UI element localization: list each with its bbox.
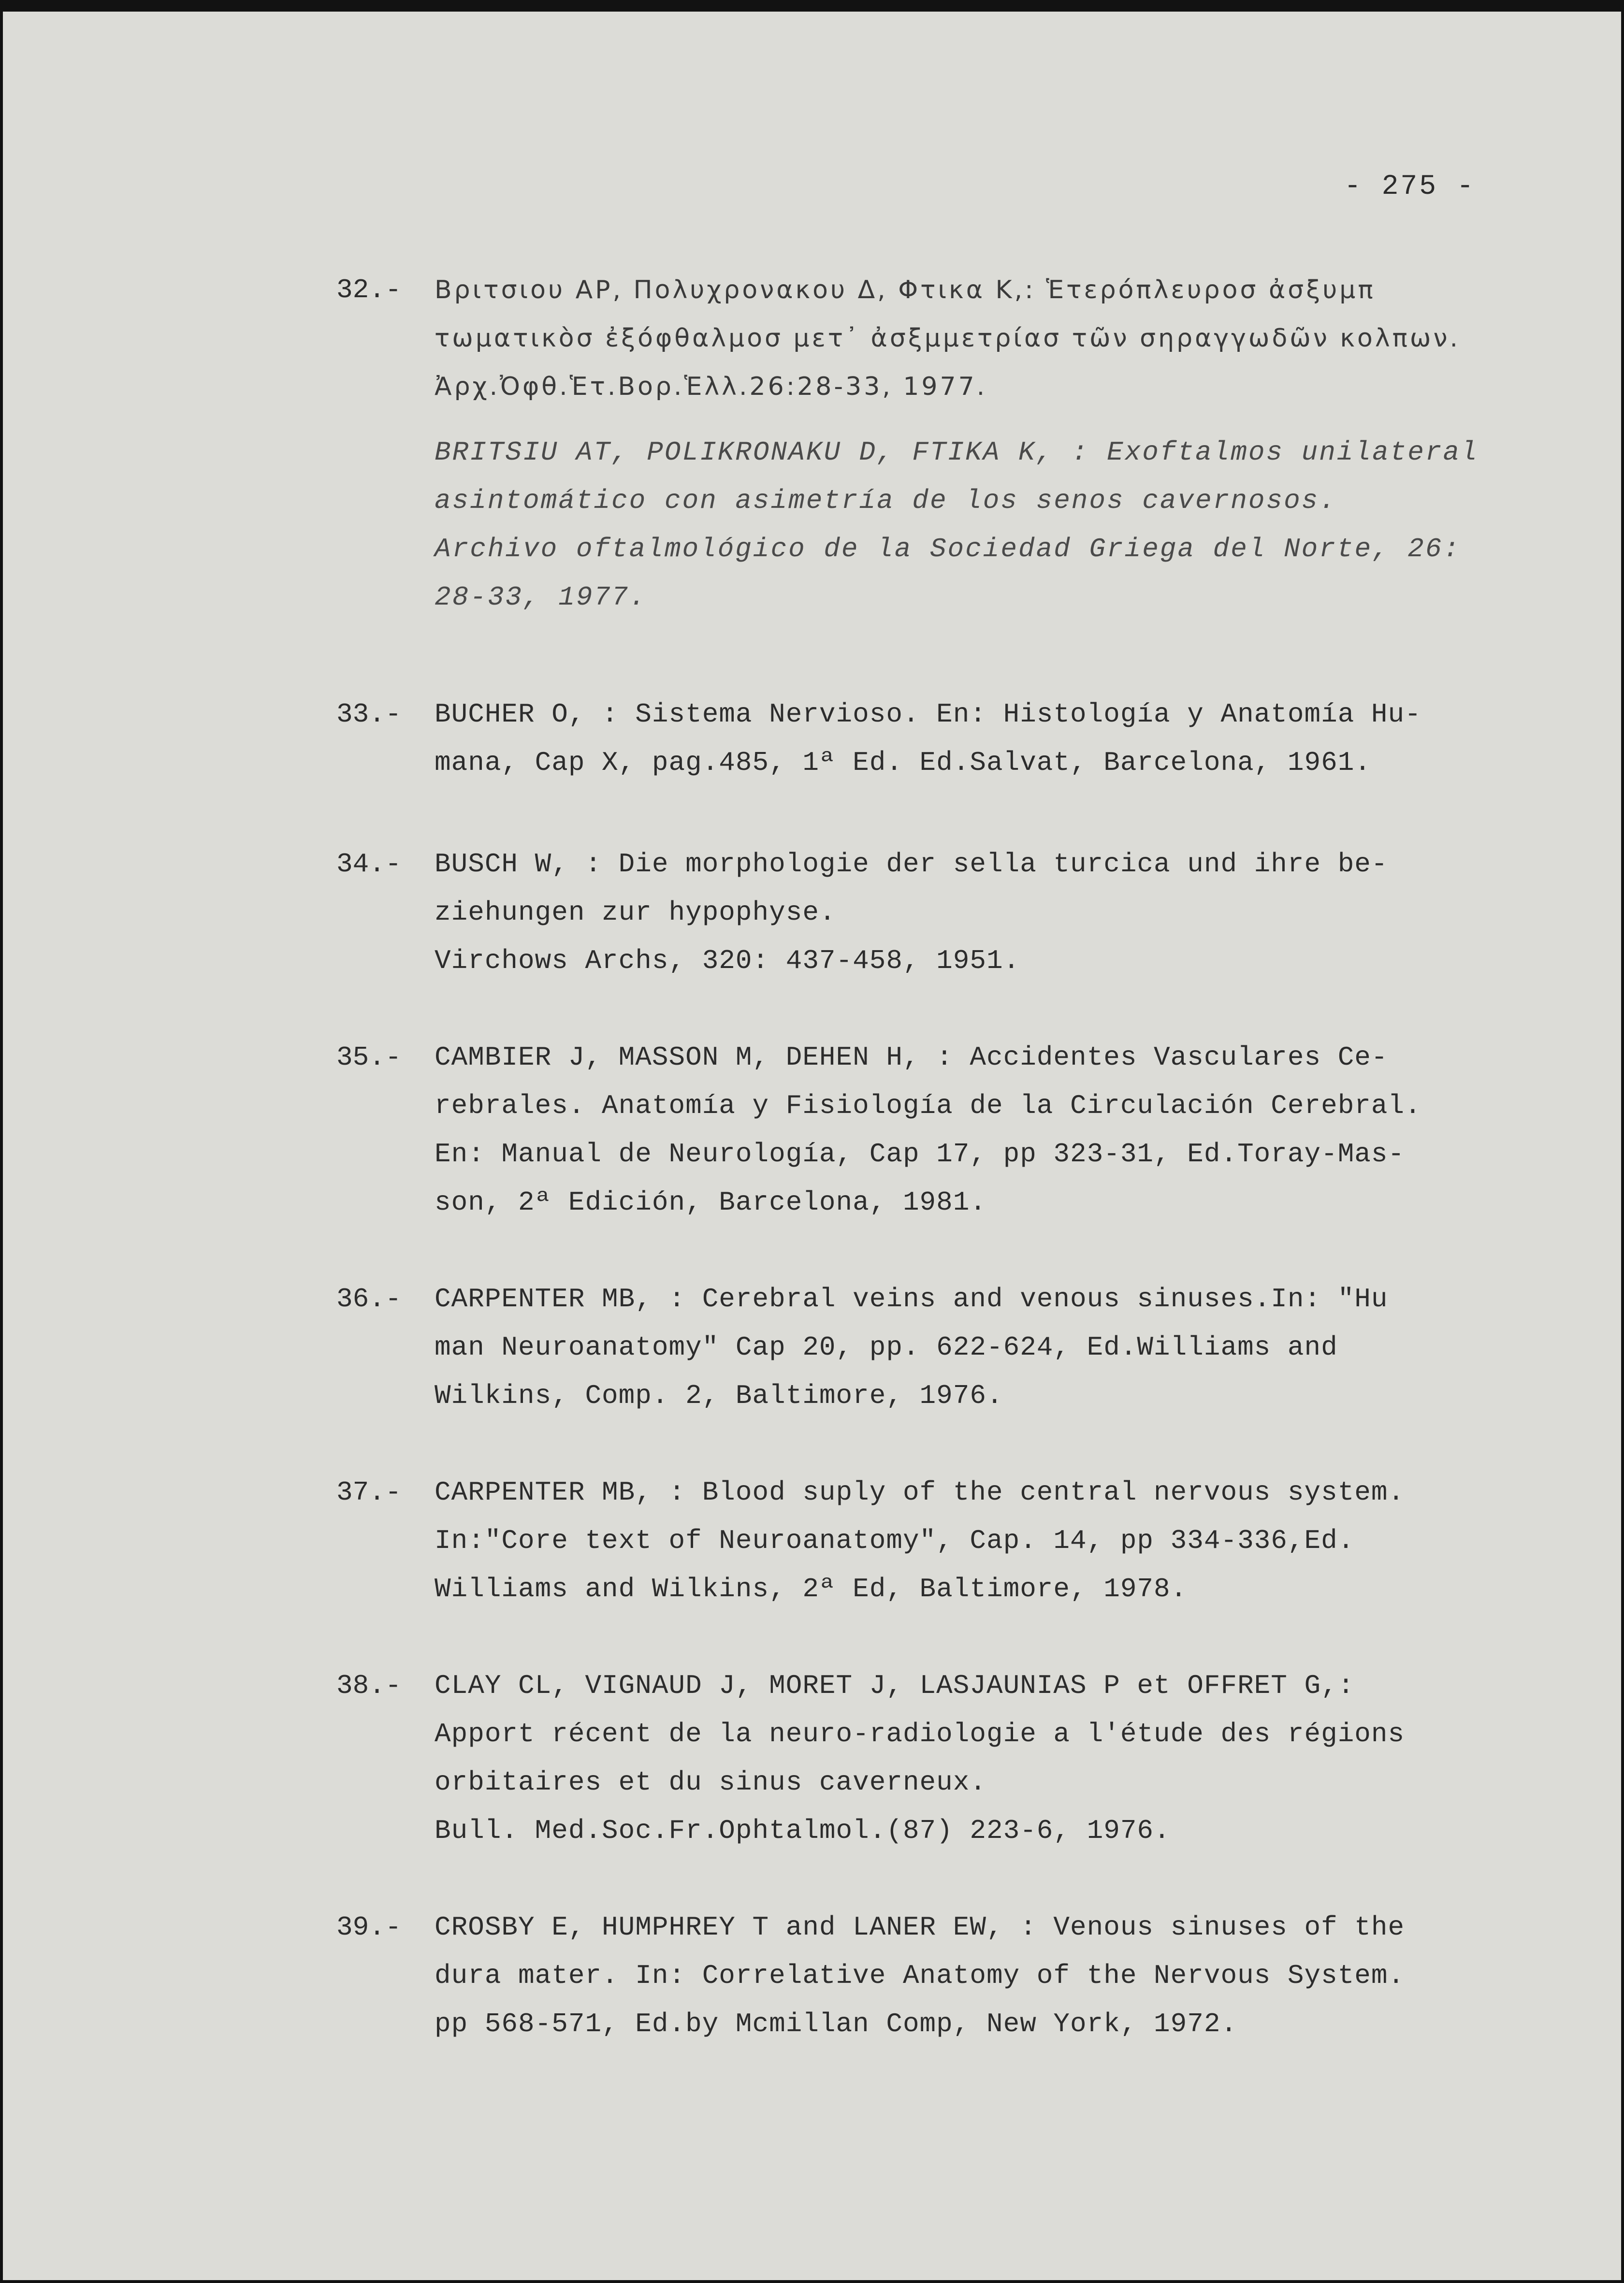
reference-line: Bull. Med.Soc.Fr.Ophtalmol.(87) 223-6, 1976. bbox=[435, 1815, 1171, 1846]
reference-number: 34.- bbox=[336, 849, 402, 880]
reference-line: Ἀρχ.Ὀφθ.Ἑτ.Βορ.Ἑλλ.26:28-33, 1977. bbox=[435, 372, 987, 401]
reference-line: Apport récent de la neuro-radiologie a l'étude des régions bbox=[435, 1719, 1405, 1749]
reference-line: Williams and Wilkins, 2ª Ed, Baltimore, 1978. bbox=[435, 1574, 1188, 1604]
reference-line: man Neuroanatomy" Cap 20, pp. 622-624, Ed.Williams and bbox=[435, 1332, 1338, 1363]
reference-number: 33.- bbox=[336, 699, 402, 730]
reference-body bbox=[435, 266, 1585, 621]
reference-line: orbitaires et du sinus caverneux. bbox=[435, 1767, 986, 1798]
reference-number: 35.- bbox=[336, 1042, 402, 1073]
reference-line: CROSBY E, HUMPHREY T and LANER EW, : Venous sinuses of the bbox=[435, 1912, 1405, 1943]
reference-line: dura mater. In: Correlative Anatomy of the Nervous System. bbox=[435, 1960, 1405, 1991]
reference-line: rebrales. Anatomía y Fisiología de la Circulación Cerebral. bbox=[435, 1090, 1421, 1121]
reference-body bbox=[435, 1468, 1585, 1613]
reference-number: 36.- bbox=[336, 1284, 402, 1315]
reference-body bbox=[435, 1033, 1585, 1227]
reference-translation bbox=[435, 428, 1585, 621]
reference-line: CLAY CL, VIGNAUD J, MORET J, LASJAUNIAS P et OFFRET G,: bbox=[435, 1670, 1355, 1701]
reference-line: En: Manual de Neurología, Cap 17, pp 323-31, Ed.Toray-Mas- bbox=[435, 1139, 1405, 1170]
reference-number: 38.- bbox=[336, 1670, 402, 1701]
translation-line: BRITSIU AT, POLIKRONAKU D, FTIKA K, : Exoftalmos unilateral bbox=[435, 437, 1479, 468]
reference-body bbox=[435, 840, 1585, 985]
reference-body bbox=[435, 1662, 1585, 1855]
reference-number: 37.- bbox=[336, 1477, 402, 1508]
reference-line: BUCHER O, : Sistema Nervioso. En: Histología y Anatomía Hu- bbox=[435, 699, 1421, 730]
reference-number: 39.- bbox=[336, 1912, 402, 1943]
reference-line: In:"Core text of Neuroanatomy", Cap. 14, pp 334-336,Ed. bbox=[435, 1525, 1355, 1556]
reference-line: CAMBIER J, MASSON M, DEHEN H, : Accidentes Vasculares Ce- bbox=[435, 1042, 1388, 1073]
reference-line: son, 2ª Edición, Barcelona, 1981. bbox=[435, 1187, 986, 1218]
reference-line: BUSCH W, : Die morphologie der sella turcica und ihre be- bbox=[435, 849, 1388, 880]
reference-body bbox=[435, 1275, 1585, 1420]
translation-line: Archivo oftalmológico de la Sociedad Griega del Norte, 26: bbox=[435, 534, 1461, 564]
reference-number: 32.- bbox=[336, 275, 402, 305]
reference-line: Virchows Archs, 320: 437-458, 1951. bbox=[435, 945, 1020, 976]
page-number: - 275 - bbox=[1344, 171, 1476, 202]
reference-line: mana, Cap X, pag.485, 1ª Ed. Ed.Salvat, Barcelona, 1961. bbox=[435, 747, 1371, 778]
reference-body bbox=[435, 1903, 1585, 2048]
document-page bbox=[3, 12, 1621, 2280]
reference-line: Βριτσιου ΑΡ, Πολυχρονακου Δ, Φτικα Κ,: Ἑτερόπλευροσ ἀσξυμπ bbox=[435, 275, 1376, 304]
reference-body bbox=[435, 690, 1585, 787]
reference-line: pp 568-571, Ed.by Mcmillan Comp, New York, 1972. bbox=[435, 2008, 1238, 2039]
reference-line: CARPENTER MB, : Cerebral veins and venous sinuses.In: "Hu bbox=[435, 1284, 1388, 1315]
translation-line: 28-33, 1977. bbox=[435, 582, 647, 613]
reference-line: CARPENTER MB, : Blood suply of the central nervous system. bbox=[435, 1477, 1405, 1508]
translation-line: asintomático con asimetría de los senos cavernosos. bbox=[435, 485, 1337, 516]
reference-line: Wilkins, Comp. 2, Baltimore, 1976. bbox=[435, 1380, 1003, 1411]
reference-line: ziehungen zur hypophyse. bbox=[435, 897, 836, 928]
reference-greek-text bbox=[435, 266, 1585, 411]
reference-line: τωματικὸσ ἐξόφθαλμοσ μετ᾽ ἀσξμμετρίασ τῶν σηραγγωδῶν κολπων. bbox=[435, 324, 1461, 353]
